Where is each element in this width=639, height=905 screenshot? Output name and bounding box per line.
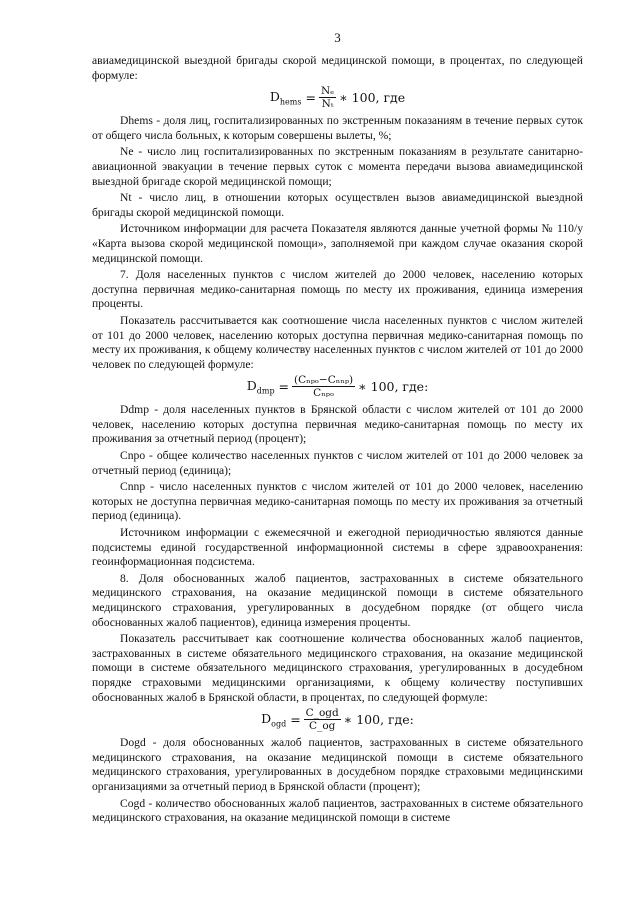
paragraph: Источником информации с ежемесячной и ежегодной периодичностью являются данные подсистемы единой государственной информационной системы в сфере здравоохранения: геоинформационная подсистема. [92, 526, 583, 569]
paragraph: Источником информации для расчета Показателя являются данные учетной формы № 110/у «Карта вызова скорой медицинской помощи», заполняемой при каждом случае оказания скорой медицинской помощи. [92, 222, 583, 265]
paragraph: 7. Доля населенных пунктов с числом жителей до 2000 человек, населению которых доступна первичная медико-санитарная помощь по месту их проживания, единица измерения проценты. [92, 268, 583, 311]
formula-tail: ∗ 100, где: [358, 379, 429, 395]
formula-fraction: $\frac{\text{(Cₙₚₒ−Cₙₙₚ)}}{\text{Cₙₚₒ}}$ [294, 374, 354, 400]
formula-tail: ∗ 100, где: [343, 712, 414, 728]
page-number: 3 [334, 30, 341, 45]
paragraph: Cnnp - число населенных пунктов с числом жителей от 101 до 2000 человек, населению которых не доступна первичная медико-санитарная помощь по месту их проживания за отчетный период (единица). [92, 480, 583, 523]
paragraph: Nt - число лиц, в отношении которых осуществлен вызов авиамедицинской выездной бригады скорой медицинской помощи. [92, 191, 583, 219]
formula-lhs: $D_{ogd}$ [261, 710, 287, 729]
formula-tail: ∗ 100, где [339, 90, 406, 106]
formula-dogd: $D_{ogd}$ = $\frac{\text{C\_ogd}}{C\_og}$ ∗ 100, где: [261, 707, 414, 733]
paragraph: Показатель рассчитывает как соотношение количества обоснованных жалоб пациентов, застрахованных в системе обязательного медицинского страхования, на оказание медицинской помощи в системе обязательного медицинского страхования, урегулированных в досудебном порядке страховыми медицинскими организациями, к общему количеству поступивших обоснованных жалоб в Брянской области, в процентах, по следующей формуле: [92, 632, 583, 704]
formula-dhems: $D_{hems}$ = $\frac{\text{Nₑ}}{\text{Nₜ}}$ ∗ 100, где [269, 85, 406, 111]
paragraph: Показатель рассчитывается как соотношение числа населенных пунктов с числом жителей от 101 до 2000 человек, населению которых доступна первичная медико-санитарная помощь по месту их проживания, к общему количеству населенных пунктов с числом жителей от 101 до 2000 человек по следующей формуле: [92, 313, 583, 371]
paragraph: Dhems - доля лиц, госпитализированных по экстренным показаниям в течение первых суток от общего числа больных, к которым совершены вылеты, %; [92, 114, 583, 142]
paragraph: Cnpo - общее количество населенных пунктов с числом жителей от 101 до 2000 человек за отчетный период (единица); [92, 449, 583, 477]
paragraph: 8. Доля обоснованных жалоб пациентов, застрахованных в системе обязательного медицинского страхования, на оказание медицинской помощи в системе обязательного медицинского страхования, урегулированных в досудебном порядке (от общего числа обоснованных жалоб пациентов), единица измерения проценты. [92, 571, 583, 629]
paragraph: Ddmp - доля населенных пунктов в Брянской области с числом жителей от 101 до 2000 человек, населению которых доступна первичная медико-санитарная помощь по месту их проживания за отчетный период (процент); [92, 403, 583, 446]
formula-lhs: $D_{dmp}$ [246, 378, 275, 396]
paragraph: Dogd - доля обоснованных жалоб пациентов, застрахованных в системе обязательного медицинского страхования, на оказание медицинской помощи в системе обязательного медицинского страхования, урегулированных в досудебном порядке страховыми медицинскими организациями за отчетный период в Брянской области (процент); [92, 736, 583, 793]
formula-fraction: $\frac{\text{Nₑ}}{\text{Nₜ}}$ [320, 85, 335, 111]
paragraph: Ne - число лиц госпитализированных по экстренным показаниям в результате санитарно-авиационной эвакуации в течение первых суток с момента передачи вызова авиамедицинской выездной бригаде скорой медицинской помощи; [92, 145, 583, 188]
formula-fraction: $\frac{\text{C\_ogd}}{C\_og}$ [305, 707, 339, 733]
formula-ddmp: $D_{dmp}$ = $\frac{\text{(Cₙₚₒ−Cₙₙₚ)}}{\text{Cₙₚₒ}}$ ∗ 100, где: [246, 374, 429, 400]
formula-lhs: $D_{hems}$ [269, 88, 302, 107]
paragraph: Cogd - количество обоснованных жалоб пациентов, застрахованных в системе обязательного медицинского страхования, на оказание медицинской помощи в системе [92, 796, 583, 825]
paragraph: авиамедицинской выездной бригады скорой медицинской помощи, в процентах, по следующей формуле: [92, 54, 583, 82]
